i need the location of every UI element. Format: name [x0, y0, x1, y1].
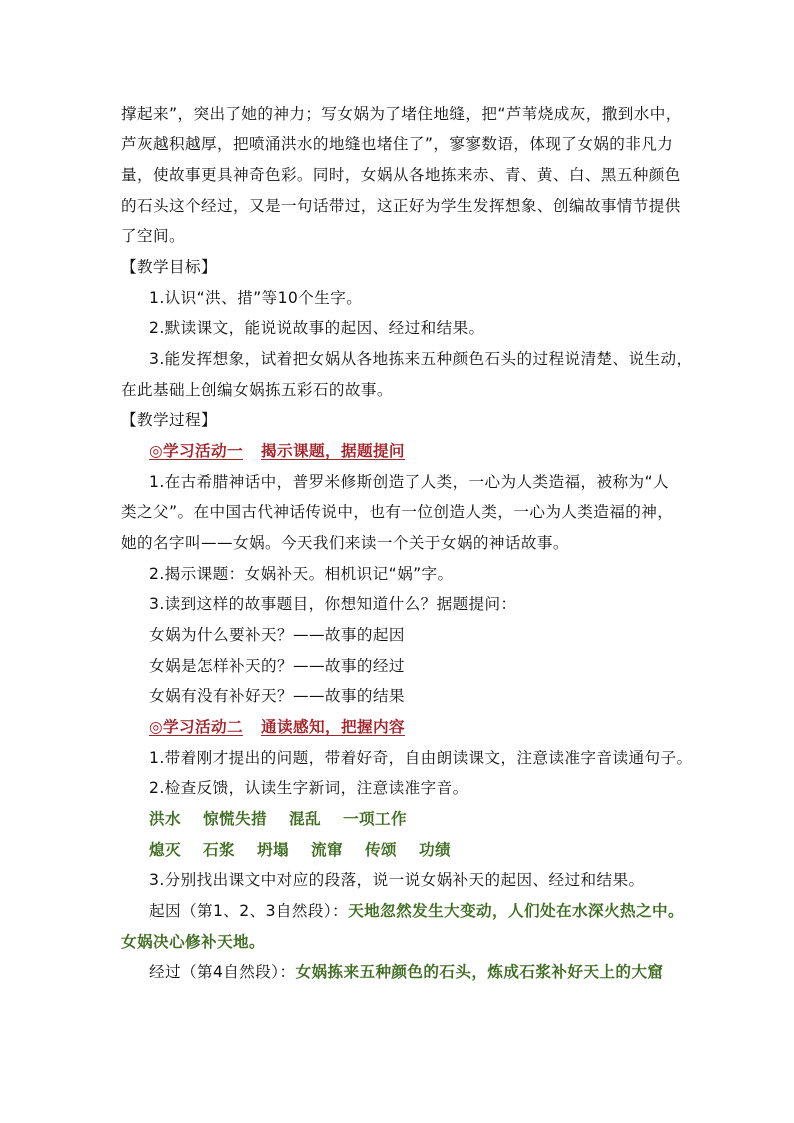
a2-para-3: 3.分别找出课文中对应的段落，说一说女娲补天的起因、经过和结果。	[149, 871, 645, 889]
a1-para-1-line-3: 她的名字叫——女娲。今天我们来读一个关于女娲的神话故事。	[121, 534, 569, 552]
a2-para-1: 1.带着刚才提出的问题，带着好奇，自由朗读课文，注意读准字音读通句子。	[149, 749, 693, 767]
intro-line-3: 量，使故事更具神奇色彩。同时，女娲从各地拣来赤、青、黄、白、黑五种颜色	[121, 166, 681, 184]
cause-label: 起因（第1、2、3自然段）：	[149, 902, 349, 920]
process-heading: 【教学过程】	[121, 411, 217, 429]
activity-1-label: ◎学习活动一	[149, 442, 243, 460]
vocab-word: 洪水	[149, 809, 181, 828]
activity-1-title: 揭示课题，据题提问	[260, 442, 405, 460]
a1-para-2: 2.揭示课题：女娲补天。相机识记“娲”字。	[149, 565, 454, 583]
question-2: 女娲是怎样补天的？——故事的经过	[149, 657, 405, 675]
a1-para-3: 3.读到这样的故事题目，你想知道什么？据题提问：	[149, 595, 517, 613]
goals-heading: 【教学目标】	[121, 258, 217, 276]
intro-line-2: 芦灰越积越厚，把喷涌洪水的地缝也堵住了”，寥寥数语，体现了女娲的非凡力	[121, 135, 674, 153]
cause-line-2: 女娲决心修补天地。	[121, 932, 265, 951]
vocab-word: 一项工作	[342, 809, 407, 828]
a1-para-1-line-2: 类之父”。在中国古代神话传说中，也有一位创造人类，一心为人类造福的神，	[121, 503, 674, 521]
activity-2-title: 通读感知，把握内容	[260, 718, 405, 736]
vocab-word: 传颂	[365, 840, 397, 859]
activity-1-heading	[149, 441, 405, 461]
goal-3-line-2: 在此基础上创编女娲拣五彩石的故事。	[121, 381, 393, 399]
intro-line-4: 的石头这个经过，又是一句话带过，这正好为学生发挥想象、创编故事情节提供	[121, 197, 681, 215]
question-3: 女娲有没有补好天？——故事的结果	[149, 687, 405, 705]
vocab-word: 功绩	[419, 840, 451, 859]
vocab-word: 熄灭	[149, 840, 181, 859]
vocab-word: 坍塌	[257, 840, 289, 859]
process-text: 女娲拣来五种颜色的石头，炼成石浆补好天上的大窟	[295, 962, 664, 981]
goal-3-line-1: 3.能发挥想象，试着把女娲从各地拣来五种颜色石头的过程说清楚、说生动，	[149, 350, 693, 368]
goal-1: 1.认识“洪、措”等10个生字。	[149, 289, 363, 307]
intro-line-5: 了空间。	[121, 227, 185, 245]
goal-2: 2.默读课文，能说说故事的起因、经过和结果。	[149, 319, 485, 337]
a2-para-2: 2.检查反馈，认读生字新词，注意读准字音。	[149, 779, 469, 797]
vocab-word: 惊慌失措	[203, 809, 267, 828]
process-line-1	[149, 962, 663, 982]
process-label: 经过（第4自然段）：	[149, 963, 296, 981]
cause-line-1	[149, 901, 684, 921]
vocab-word: 石浆	[203, 840, 235, 859]
cause-text: 天地忽然发生大变动，人们处在水深火热之中。	[348, 901, 684, 920]
vocab-word: 流窜	[311, 840, 343, 859]
vocab-row-1	[149, 809, 429, 829]
vocab-word: 混乱	[288, 809, 321, 828]
vocab-row-2	[149, 840, 473, 860]
activity-2-heading	[149, 717, 405, 737]
a1-para-1-line-1: 1.在古希腊神话中，普罗米修斯创造了人类，一心为人类造福，被称为“人	[149, 473, 669, 491]
question-1: 女娲为什么要补天？——故事的起因	[149, 626, 405, 644]
intro-line-1: 撑起来”，突出了她的神力；写女娲为了堵住地缝，把“芦苇烧成灰，撒到水中，	[121, 105, 682, 123]
activity-2-label: ◎学习活动二	[149, 718, 243, 736]
